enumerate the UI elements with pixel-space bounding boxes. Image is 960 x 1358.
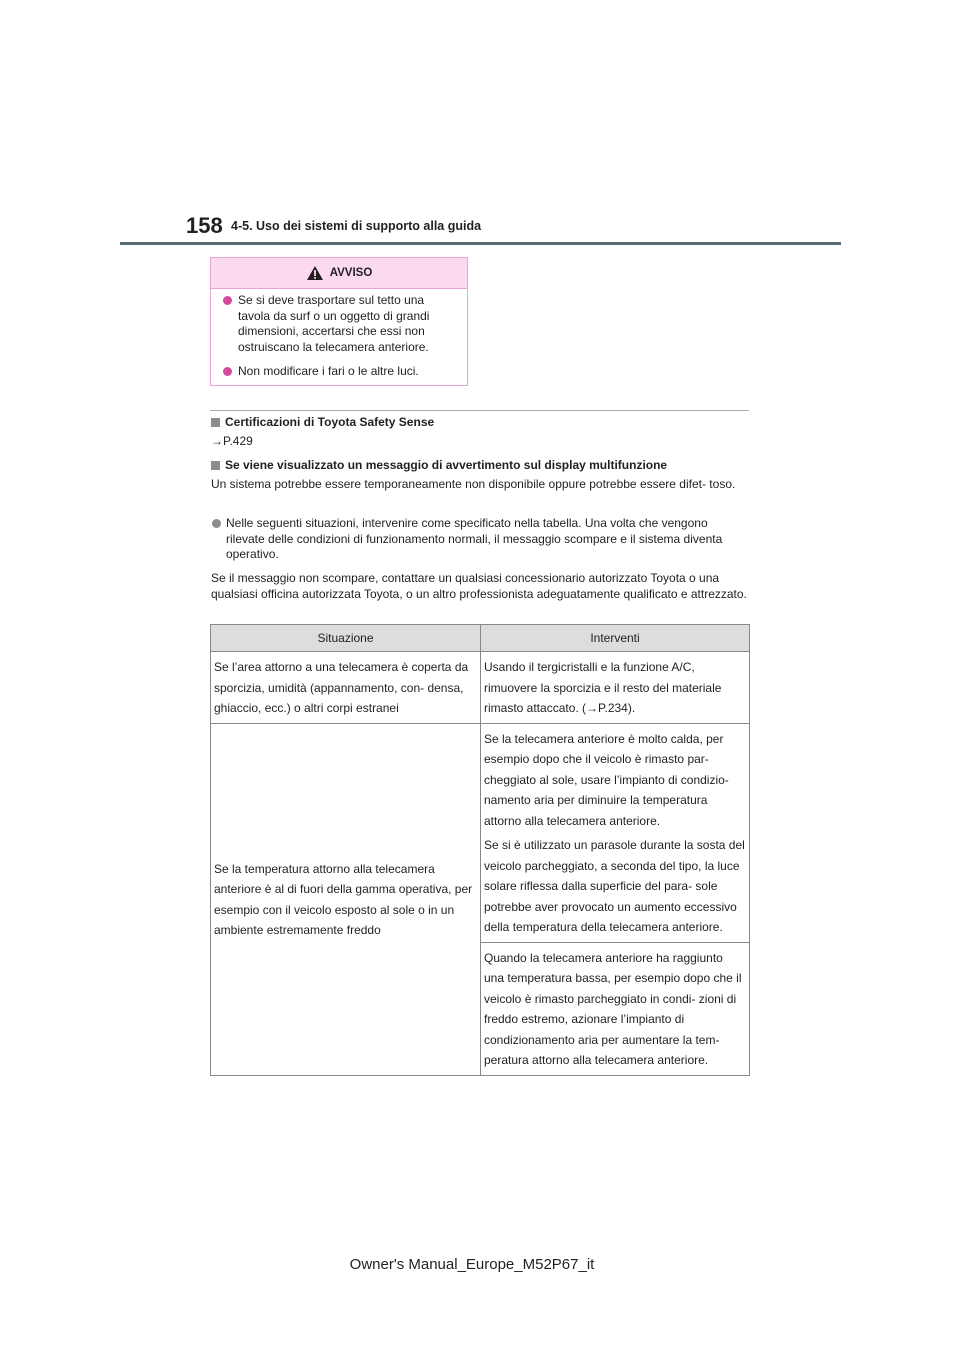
table-header-row [211,625,750,652]
table-header-situation: Situazione [211,625,481,652]
heading-square-icon [211,461,220,470]
message-intro: Un sistema potrebbe essere temporaneamente non disponibile oppure potrebbe essere difet- toso. [211,477,736,491]
warning-item [221,364,457,380]
footer-doc-id: Owner's Manual_Europe_M52P67_it [349,1256,595,1273]
warning-header [211,258,467,289]
message-bullet-text: Nelle seguenti situazioni, intervenire come specificato nella tabella. Una volta che vengono rilevate delle condizioni di funzionamento normali, il messaggio scompare e il sistema diventa operativo. [226,516,723,561]
warning-triangle-icon [306,265,324,281]
warning-box [210,257,468,386]
warning-item-text: Non modificare i fari o le altre luci. [238,364,419,378]
message-bullet [211,516,749,563]
interventions-table [210,624,750,1076]
heading-square-icon [211,418,220,427]
header-divider [120,242,841,245]
section-title: 4-5. Uso dei sistemi di supporto alla guida [231,219,482,233]
message-heading-text: Se viene visualizzato un messaggio di avvertimento sul display multifunzione [225,458,668,472]
message-note: Se il messaggio non scompare, contattare un qualsiasi concessionario autorizzato Toyota o una qualsiasi officina autorizzata Toyota, o un altro professionista adeguatamente qualificato e attrezzato. [211,571,747,601]
table-row [211,652,750,724]
warning-item-text: Se si deve trasportare sul tetto una tavola da surf o un oggetto di grandi dimensioni, accertarsi che essi non ostruiscano la telecamera anteriore. [238,293,430,354]
bullet-icon [223,367,232,376]
action-cell: Quando la telecamera anteriore ha raggiunto una temperatura bassa, per esempio dopo che il veicolo è rimasto parcheggiato in condi- zioni di freddo estremo, azionare l’impianto di condizionamento aria per aumentare la tem- peratura attorno alla telecamera anteriore. [481,942,750,1075]
certification-heading [211,415,434,429]
certification-reference: →P.429 [211,434,253,448]
warning-title: AVVISO [329,267,373,279]
action-paragraph: Se si è utilizzato un parasole durante la sosta del veicolo parcheggiato, a seconda del tipo, la luce solare riflessa dalla superficie del para- sole potrebbe aver provocato un aumento eccessivo della temperatura della telecamera anteriore. [484,838,745,934]
action-cell: Usando il tergicristalli e la funzione A/C, rimuovere la sporcizia e il resto del materiale rimasto attaccato. (→P.234). [481,652,750,724]
bullet-icon [212,519,221,528]
bullet-icon [223,296,232,305]
table-header-actions: Interventi [481,625,750,652]
page-number: 158 [186,213,223,238]
footer [0,1256,960,1273]
warning-item [221,293,457,355]
situation-cell: Se la temperatura attorno alla telecamera anteriore è al di fuori della gamma operativa, per esempio con il veicolo esposto al sole o in un ambiente estremamente freddo [211,723,481,1075]
action-cell [481,723,750,942]
situation-cell: Se l’area attorno a una telecamera è coperta da sporcizia, umidità (appannamento, con- densa, ghiaccio, ecc.) o altri corpi estranei [211,652,481,724]
content-divider [210,410,749,411]
table-row [211,723,750,942]
action-paragraph: Se la telecamera anteriore è molto calda, per esempio dopo che il veicolo è rimasto par- cheggiato al sole, usare l’impianto di condizio- namento aria per diminuire la temperatura attorno alla telecamera anteriore. [484,731,729,828]
certification-heading-text: Certificazioni di Toyota Safety Sense [225,415,435,429]
message-heading [211,458,667,472]
